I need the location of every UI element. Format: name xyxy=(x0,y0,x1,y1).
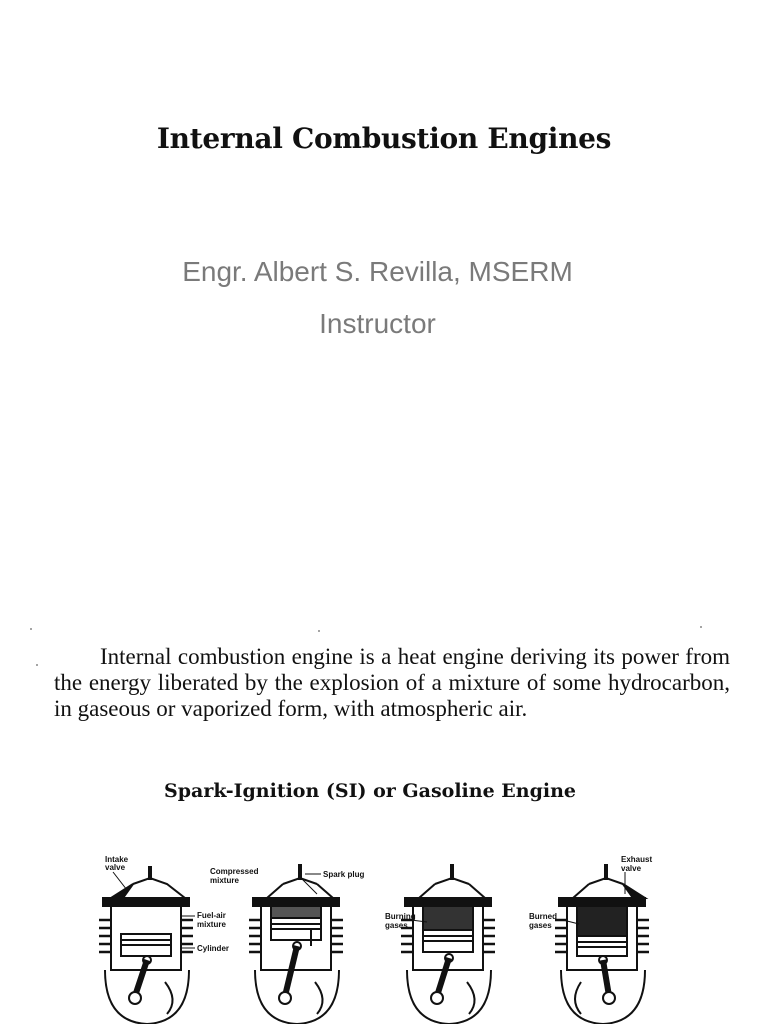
scan-speck xyxy=(30,628,32,630)
intake-valve-label: valve xyxy=(105,863,126,872)
engine-power-stroke xyxy=(401,864,495,1024)
slide-title: Internal Combustion Engines xyxy=(156,122,612,155)
engine-compression-stroke xyxy=(249,864,343,1024)
exhaust-valve-label: Exhaust xyxy=(621,855,653,864)
si-engine-cycle-diagram xyxy=(95,850,715,1024)
burned-gases-label: gases xyxy=(529,921,552,930)
spark-plug-label: Spark plug xyxy=(323,870,365,879)
engine-intake-stroke xyxy=(99,866,193,1024)
exhaust-valve-label: valve xyxy=(621,864,642,873)
fuel-air-mixture-label: mixture xyxy=(197,920,226,929)
intake-valve-label: Intake xyxy=(105,855,129,864)
compressed-mixture-label: Compressed xyxy=(210,867,259,876)
section-heading: Spark-Ignition (SI) or Gasoline Engine xyxy=(164,780,576,802)
engine-exhaust-stroke xyxy=(555,864,649,1024)
burned-gases-label: Burned xyxy=(529,912,557,921)
cylinder-label: Cylinder xyxy=(197,944,230,953)
compressed-mixture-label: mixture xyxy=(210,876,239,885)
scan-speck xyxy=(700,626,702,628)
burning-gases-label: gases xyxy=(385,921,408,930)
scan-speck xyxy=(318,630,320,632)
fuel-air-mixture-label: Fuel-air xyxy=(197,911,226,920)
author-name: Engr. Albert S. Revilla, MSERM xyxy=(182,256,573,287)
definition-paragraph: Internal combustion engine is a heat engine deriving its power from the energy liberated by the explosion of a mixture of some hydrocarbon, in gaseous or vaporized form, with atmospheric air. xyxy=(54,644,730,721)
burning-gases-label: Burning xyxy=(385,912,416,921)
scan-speck xyxy=(36,664,38,666)
author-role: Instructor xyxy=(319,308,436,339)
